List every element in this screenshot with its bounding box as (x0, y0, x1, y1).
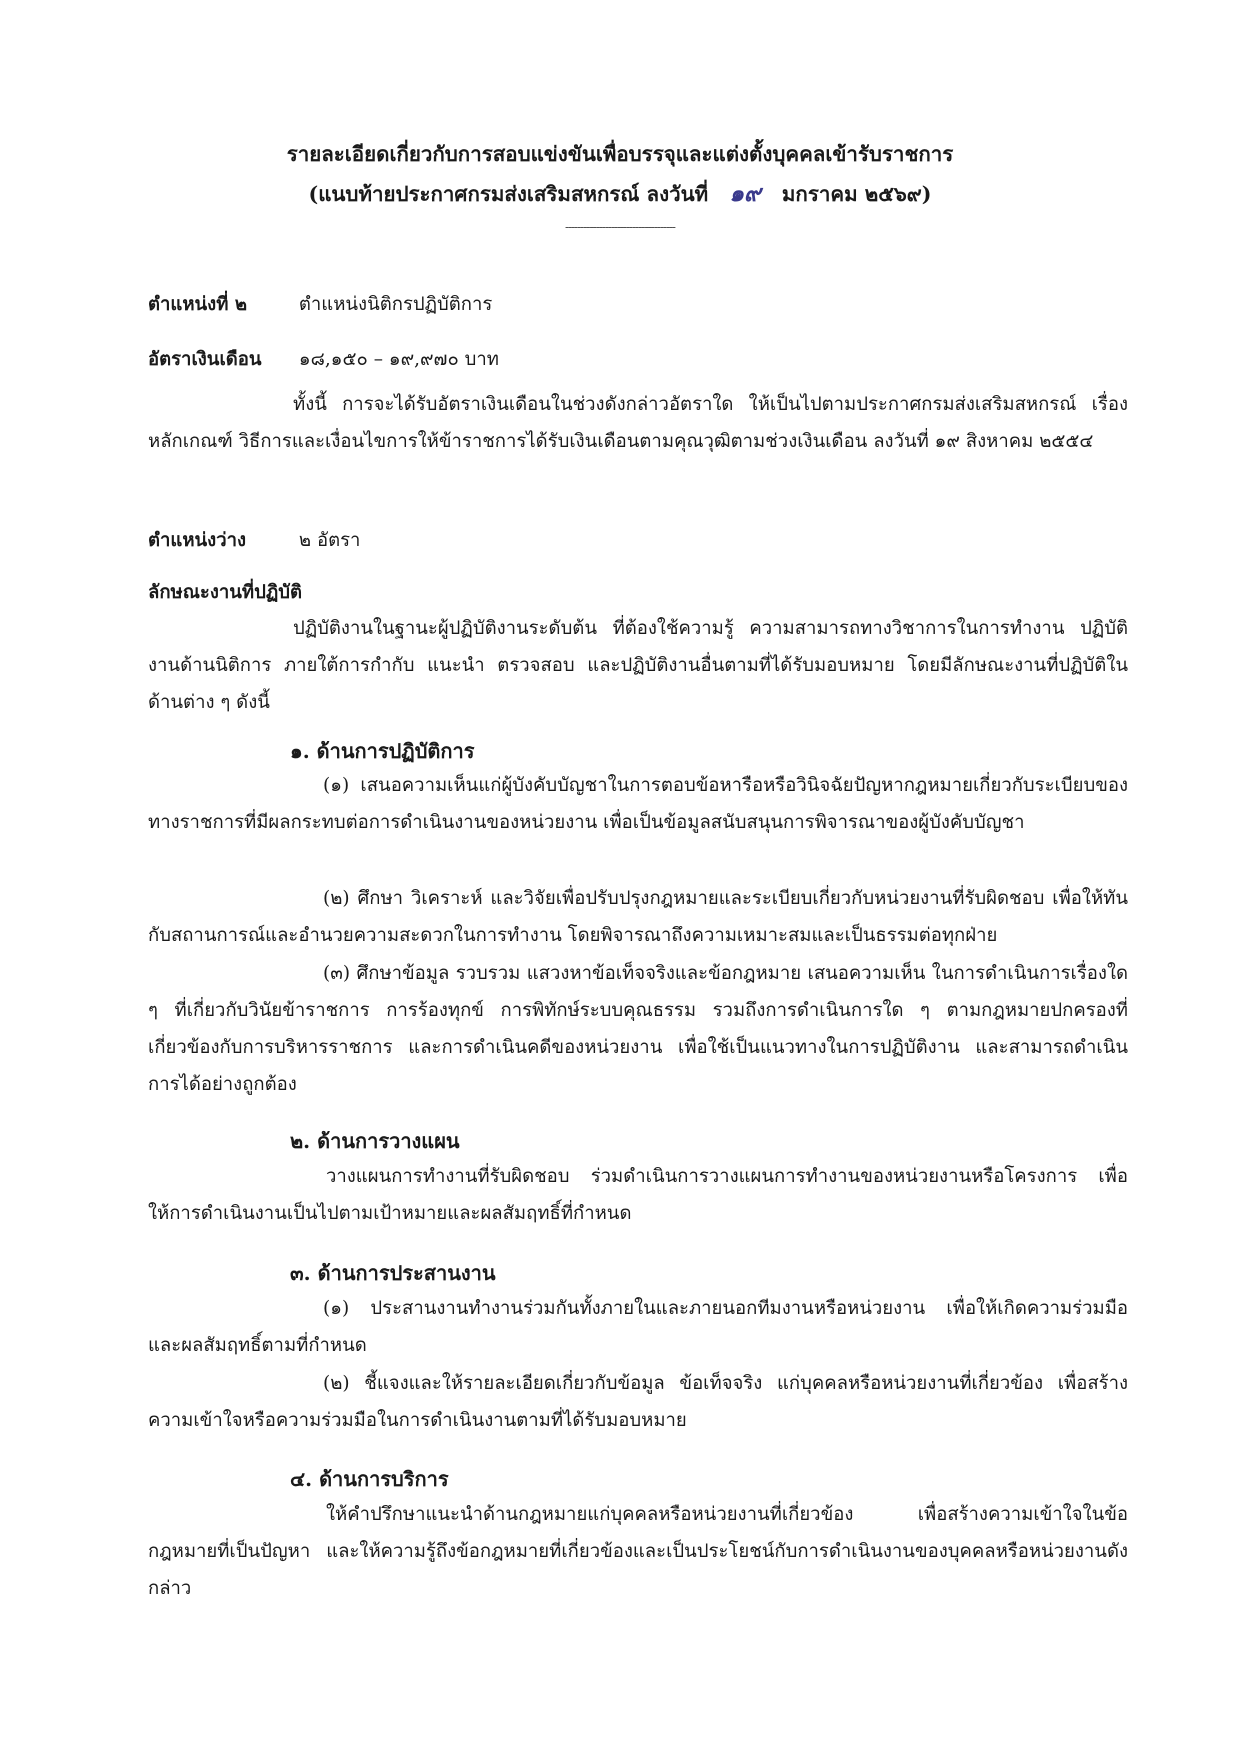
document-title: รายละเอียดเกี่ยวกับการสอบแข่งขันเพื่อบรรจุและแต่งตั้งบุคคลเข้ารับราชการ (286, 142, 954, 166)
salary-row (148, 345, 499, 374)
section-heading: ๓. ด้านการประสานงาน (290, 1261, 496, 1285)
section-heading: ๒. ด้านการวางแผน (290, 1129, 460, 1153)
subtitle-suffix: มกราคม ๒๕๖๙) (781, 182, 932, 206)
section-item: (๑) ประสานงานทำงานร่วมกันทั้งภายในและภายนอกทีมงานหรือหน่วยงาน เพื่อให้เกิดความร่วมมือและผลสัมฤทธิ์ตามที่กำหนด (148, 1298, 1128, 1356)
position-label: ตำแหน่งที่ ๒ (148, 294, 248, 315)
position-row (148, 290, 492, 319)
subtitle-prefix: (แนบท้ายประกาศกรมส่งเสริมสหกรณ์ ลงวันที่ (308, 182, 709, 206)
section-heading: ๑. ด้านการปฏิบัติการ (290, 739, 475, 763)
title-separator: ------------------------------------ (565, 220, 675, 234)
salary-label: อัตราเงินเดือน (148, 349, 262, 370)
section-item: วางแผนการทำงานที่รับผิดชอบ ร่วมดำเนินการวางแผนการทำงานของหน่วยงานหรือโครงการ เพื่อให้การดำเนินงานเป็นไปตามเป้าหมายและผลสัมฤทธิ์ที่กำหนด (148, 1166, 1128, 1224)
section-item: (๑) เสนอความเห็นแก่ผู้บังคับบัญชาในการตอบข้อหารือหรือวินิจฉัยปัญหากฎหมายเกี่ยวกับระเบียบของทางราชการที่มีผลกระทบต่อการดำเนินงานของหน่วยงาน เพื่อเป็นข้อมูลสนับสนุนการพิจารณาของผู้บังคับบัญชา (148, 775, 1128, 833)
job-intro: ปฏิบัติงานในฐานะผู้ปฏิบัติงานระดับต้น ที่ต้องใช้ความรู้ ความสามารถทางวิชาการในการทำงาน ปฏิบัติงานด้านนิติการ ภายใต้การกำกับ แนะนำ ตรวจสอบ และปฏิบัติงานอื่นตามที่ได้รับมอบหมาย โดยมีลักษณะงานที่ปฏิบัติในด้านต่าง ๆ ดังนี้ (148, 618, 1128, 713)
handwritten-date: ๑๙ (729, 180, 761, 207)
section-item: (๒) ชี้แจงและให้รายละเอียดเกี่ยวกับข้อมูล ข้อเท็จจริง แก่บุคคลหรือหน่วยงานที่เกี่ยวข้อง เพื่อสร้างความเข้าใจหรือความร่วมมือในการดำเนินงานตามที่ได้รับมอบหมาย (148, 1373, 1128, 1431)
vacancy-label: ตำแหน่งว่าง (148, 530, 247, 551)
document-subtitle (0, 176, 1240, 212)
salary-value: ๑๘,๑๕๐ – ๑๙,๙๗๐ บาท (298, 349, 499, 370)
vacancy-row (148, 526, 360, 555)
section-heading: ๔. ด้านการบริการ (290, 1467, 449, 1491)
salary-note: ทั้งนี้ การจะได้รับอัตราเงินเดือนในช่วงดังกล่าวอัตราใด ให้เป็นไปตามประกาศกรมส่งเสริมสหกรณ์ เรื่อง หลักเกณฑ์ วิธีการและเงื่อนไขการให้ข้าราชการได้รับเงินเดือนตามคุณวุฒิตามช่วงเงินเดือน ลงวันที่ ๑๙ สิงหาคม ๒๕๕๔ (148, 394, 1128, 452)
section-item: (๒) ศึกษา วิเคราะห์ และวิจัยเพื่อปรับปรุงกฎหมายและระเบียบเกี่ยวกับหน่วยงานที่รับผิดชอบ เพื่อให้ทันกับสถานการณ์และอำนวยความสะดวกในการทำงาน โดยพิจารณาถึงความเหมาะสมและเป็นธรรมต่อทุกฝ่าย (148, 888, 1128, 946)
section-item: (๓) ศึกษาข้อมูล รวบรวม แสวงหาข้อเท็จจริงและข้อกฎหมาย เสนอความเห็น ในการดำเนินการเรื่องใด ๆ ที่เกี่ยวกับวินัยข้าราชการ การร้องทุกข์ การพิทักษ์ระบบคุณธรรม รวมถึงการดำเนินการใด ๆ ตามกฎหมายปกครองที่เกี่ยวข้องกับการบริหารราชการ และการดำเนินคดีของหน่วยงาน เพื่อใช้เป็นแนวทางในการปฏิบัติงาน และสามารถดำเนินการได้อย่างถูกต้อง (148, 963, 1128, 1095)
vacancy-value: ๒ อัตรา (298, 530, 361, 551)
job-heading: ลักษณะงานที่ปฏิบัติ (148, 582, 303, 603)
position-value: ตำแหน่งนิติกรปฏิบัติการ (298, 294, 493, 315)
section-item: ให้คำปรึกษาแนะนำด้านกฎหมายแก่บุคคลหรือหน่วยงานที่เกี่ยวข้อง เพื่อสร้างความเข้าใจในข้อกฎหมายที่เป็นปัญหา และให้ความรู้ถึงข้อกฎหมายที่เกี่ยวข้องและเป็นประโยชน์กับการดำเนินงานของบุคคลหรือหน่วยงานดังกล่าว (148, 1504, 1128, 1599)
